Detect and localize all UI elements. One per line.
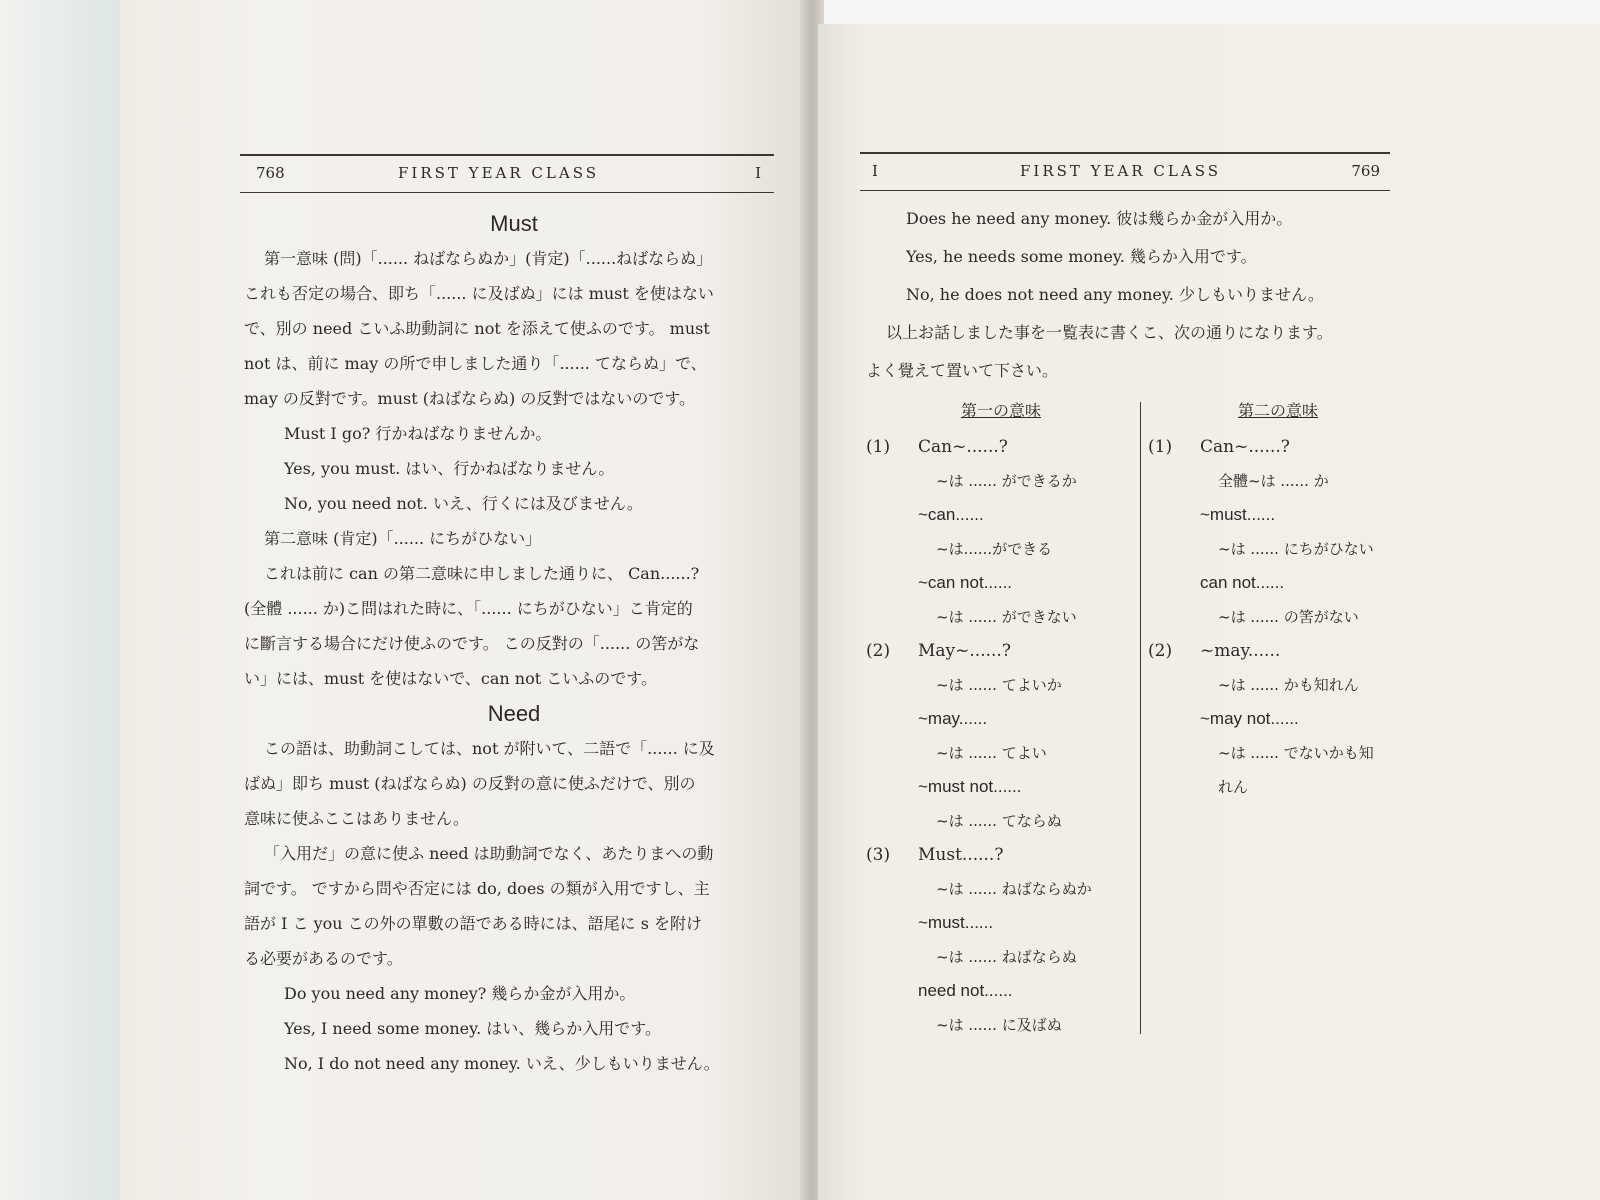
text-line: (全體 ...... か)こ問はれた時に、「...... にちがひない」こ肯定的 — [244, 599, 693, 618]
table-row — [866, 906, 1136, 940]
table-row — [1148, 634, 1408, 668]
heading-must: Must — [490, 211, 538, 236]
table-row — [866, 736, 1136, 770]
meaning-text: ~は ...... にちがひない — [1218, 540, 1374, 558]
text-line: これは前に can の第二意味に申しました通りに、 Can......? — [264, 564, 700, 583]
meaning-text: ~は ...... ねばならぬ — [936, 948, 1077, 966]
text-line: may の反對です。must (ねばならぬ) の反對ではないのです。 — [244, 389, 696, 408]
item-number: (3) — [866, 845, 891, 865]
first-meaning-column — [866, 392, 1136, 1042]
table-row — [866, 940, 1136, 974]
pattern-text: ~can...... — [918, 505, 984, 524]
example-line: Yes, I need some money. はい、幾らか入用です。 — [284, 1019, 661, 1038]
meaning-text: ~は ...... ができない — [936, 608, 1077, 626]
example-line: No, you need not. いえ、行くには及びません。 — [284, 494, 643, 513]
table-row — [1148, 770, 1408, 804]
pattern-text: need not...... — [918, 981, 1013, 1000]
text-line: この語は、助動詞こしては、not が附いて、二語で「...... に及 — [264, 739, 715, 758]
text-line: 以上お話しました事を一覧表に書くこ、次の通りになります。 — [886, 323, 1333, 342]
meaning-text: 全體~は ...... か — [1218, 472, 1329, 490]
meaning-text: ~は ...... てよい — [936, 744, 1047, 762]
table-row — [866, 464, 1136, 498]
second-meaning-column — [1148, 392, 1408, 804]
right-page-number: 769 — [1351, 162, 1380, 180]
table-row — [1148, 566, 1408, 600]
text-line: に斷言する場合にだけ使ふのです。 この反對の「...... の筈がな — [244, 634, 700, 653]
table-row — [1148, 498, 1408, 532]
item-number: (2) — [1148, 641, 1173, 661]
text-line: 語が I こ you この外の單數の語である時には、語尾に s を附け — [244, 914, 703, 933]
second-meaning-title: 第二の意味 — [1237, 401, 1318, 420]
item-number: (2) — [866, 641, 891, 661]
table-row — [866, 974, 1136, 1008]
meaning-text: ~は ...... の筈がない — [1218, 608, 1359, 626]
left-page-number: 768 — [256, 164, 285, 182]
table-row — [1148, 736, 1408, 770]
table-row — [1148, 430, 1408, 464]
table-row — [866, 634, 1136, 668]
text-line: 「入用だ」の意に使ふ need は助動詞でなく、あたりまへの動 — [264, 844, 714, 863]
left-body — [244, 206, 784, 1081]
left-section-mark: I — [755, 164, 764, 182]
table-row — [866, 804, 1136, 838]
meaning-text: ~は ...... てならぬ — [936, 812, 1062, 830]
text-line: これも否定の場合、即ち「...... に及ばぬ」には must を使はない — [244, 284, 714, 303]
backdrop-left — [0, 0, 122, 1200]
meaning-text: ~は ...... でないかも知 — [1218, 744, 1374, 762]
text-line: ばぬ」即ち must (ねばならぬ) の反對の意に使ふだけで、別の — [244, 774, 696, 793]
text-line: not は、前に may の所で申しました通り「...... てならぬ」で、 — [244, 354, 707, 373]
meaning-text: れん — [1218, 778, 1249, 796]
right-running-header — [860, 152, 1390, 191]
table-row — [866, 1008, 1136, 1042]
left-running-header — [240, 154, 774, 193]
table-row — [866, 668, 1136, 702]
table-row — [866, 430, 1136, 464]
pattern-text: Must......? — [918, 845, 1004, 865]
example-line: No, I do not need any money. いえ、少しもいりません。 — [284, 1054, 720, 1073]
right-section-mark: I — [872, 162, 881, 180]
meaning-text: ~は ...... ができるか — [936, 472, 1077, 490]
item-number: (1) — [866, 437, 891, 457]
table-row — [866, 838, 1136, 872]
text-line: 詞です。 ですから問や否定には do, does の類が入用ですし、主 — [244, 879, 710, 898]
pattern-text: Can~......? — [1200, 437, 1290, 457]
example-line: Do you need any money? 幾らか金が入用か。 — [284, 984, 636, 1003]
text-line: で、別の need こいふ助動詞に not を添えて使ふのです。 must — [244, 319, 710, 338]
example-line: Yes, he needs some money. 幾らか入用です。 — [906, 247, 1257, 266]
pattern-text: ~must...... — [1200, 505, 1276, 524]
pattern-text: ~may...... — [1200, 641, 1281, 661]
meaning-text: ~は ...... に及ばぬ — [936, 1016, 1062, 1034]
example-line: Must I go? 行かねばなりませんか。 — [284, 424, 552, 443]
pattern-text: ~may not...... — [1200, 709, 1299, 728]
table-row — [866, 498, 1136, 532]
left-running-title: FIRST YEAR CLASS — [398, 164, 599, 182]
first-meaning-title: 第一の意味 — [960, 401, 1041, 420]
table-divider — [1140, 402, 1141, 1034]
meaning-text: ~は ...... ねばならぬか — [936, 880, 1092, 898]
text-line: る必要があるのです。 — [244, 949, 403, 968]
table-row — [866, 872, 1136, 906]
pattern-text: can not...... — [1200, 573, 1285, 592]
meaning-text: ~は ...... かも知れん — [1218, 676, 1359, 694]
table-row — [866, 702, 1136, 736]
text-line: 意味に使ふここはありません。 — [244, 809, 469, 828]
item-number: (1) — [1148, 437, 1173, 457]
table-row — [1148, 668, 1408, 702]
text-line: よく覺えて置いて下さい。 — [866, 361, 1059, 380]
table-row — [1148, 532, 1408, 566]
pattern-text: ~may...... — [918, 709, 988, 728]
table-row — [866, 566, 1136, 600]
pattern-text: ~must...... — [918, 913, 994, 932]
right-running-title: FIRST YEAR CLASS — [1020, 162, 1221, 180]
table-row — [866, 532, 1136, 566]
table-row — [866, 770, 1136, 804]
text-line: 第一意味 (問)「...... ねばならぬか」(肯定)「......ねばならぬ」 — [264, 249, 713, 268]
pattern-text: Can~......? — [918, 437, 1008, 457]
text-line: 第二意味 (肯定)「...... にちがひない」 — [264, 529, 542, 548]
example-line: No, he does not need any money. 少しもいりません。 — [906, 285, 1324, 304]
right-body — [866, 200, 1396, 390]
pattern-text: ~can not...... — [918, 573, 1013, 592]
table-row — [1148, 464, 1408, 498]
meaning-text: ~は......ができる — [936, 540, 1053, 558]
text-line: い」には、must を使はないで、can not こいふのです。 — [244, 669, 657, 688]
table-row — [1148, 600, 1408, 634]
example-line: Yes, you must. はい、行かねばなりません。 — [284, 459, 615, 478]
table-row — [1148, 702, 1408, 736]
heading-need: Need — [487, 701, 541, 726]
pattern-text: ~must not...... — [918, 777, 1022, 796]
table-row — [866, 600, 1136, 634]
meaning-text: ~は ...... てよいか — [936, 676, 1062, 694]
example-line: Does he need any money. 彼は幾らか金が入用か。 — [906, 209, 1293, 228]
pattern-text: May~......? — [918, 641, 1011, 661]
